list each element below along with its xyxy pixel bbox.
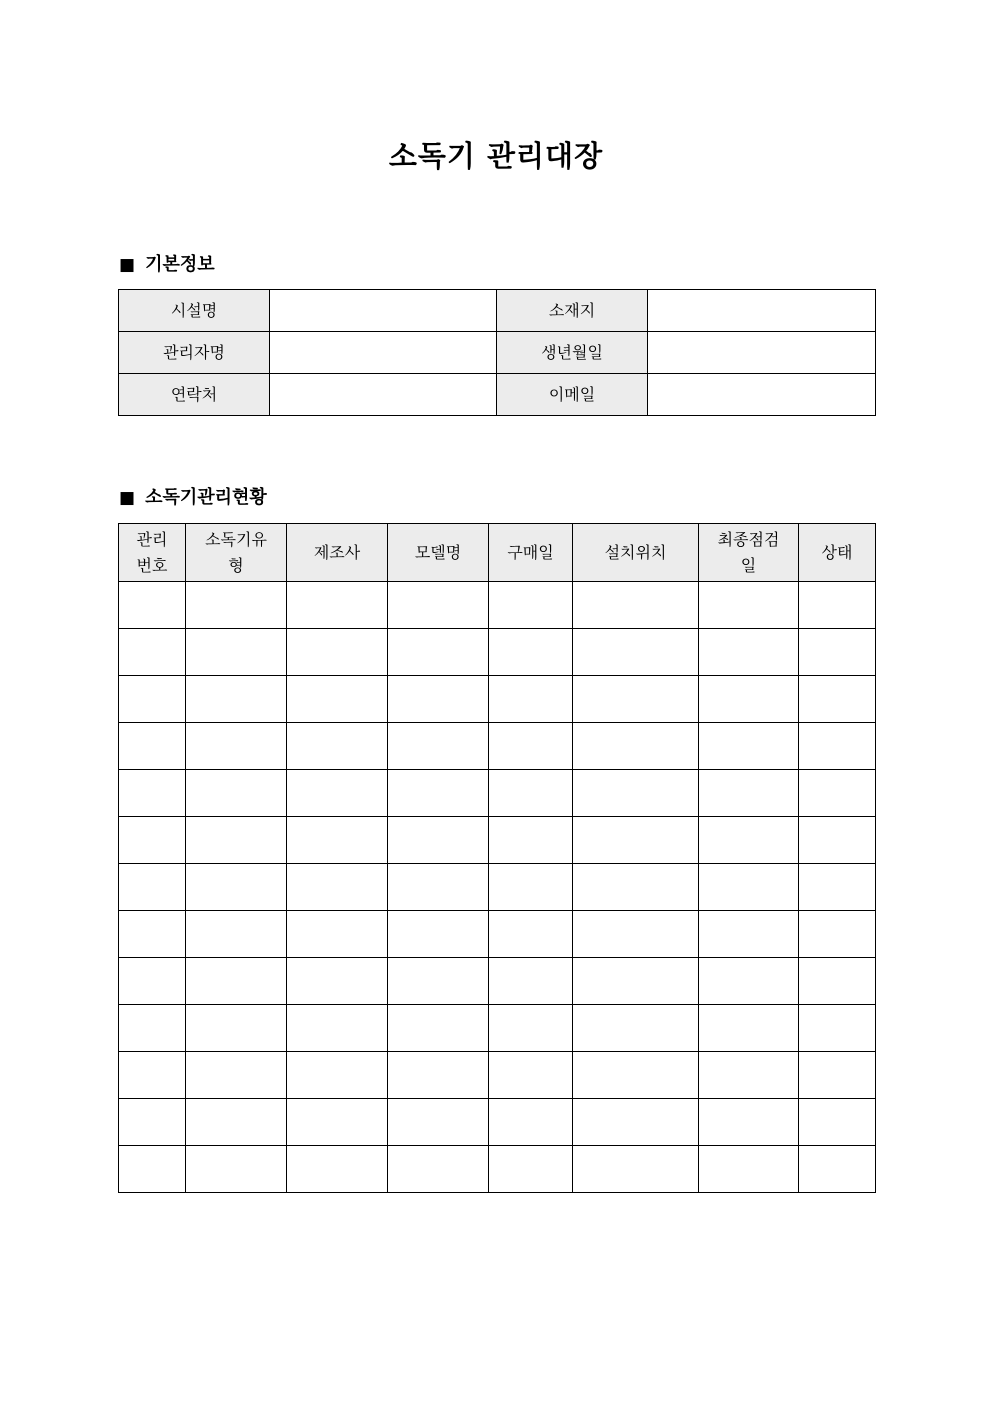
table-row	[119, 676, 876, 723]
table-cell[interactable]	[186, 1099, 287, 1146]
table-cell[interactable]	[186, 958, 287, 1005]
table-cell[interactable]	[287, 911, 388, 958]
disinfector-status-table	[118, 523, 876, 1193]
table-cell[interactable]	[388, 817, 489, 864]
table-cell[interactable]	[489, 629, 573, 676]
table-cell[interactable]	[573, 629, 699, 676]
column-header-mgmt-number	[119, 524, 186, 582]
table-cell[interactable]	[287, 1099, 388, 1146]
table-cell[interactable]	[119, 582, 186, 629]
table-row	[119, 911, 876, 958]
column-header-line: 구매일	[507, 542, 554, 562]
basic-info-heading	[119, 253, 215, 277]
table-cell[interactable]	[119, 1099, 186, 1146]
table-cell[interactable]	[119, 958, 186, 1005]
column-header-status	[799, 524, 876, 582]
table-row	[119, 1005, 876, 1052]
table-cell[interactable]	[388, 958, 489, 1005]
table-cell[interactable]	[287, 1052, 388, 1099]
square-bullet-icon: ■	[119, 255, 136, 275]
email-label: 이메일	[497, 374, 648, 416]
email-field[interactable]	[648, 374, 876, 416]
table-row	[119, 290, 876, 332]
table-cell[interactable]	[573, 676, 699, 723]
table-cell[interactable]	[186, 1146, 287, 1193]
column-header-install-location	[573, 524, 699, 582]
table-cell[interactable]	[799, 864, 876, 911]
table-cell[interactable]	[573, 1146, 699, 1193]
column-header-line: 모델명	[414, 542, 462, 562]
table-cell[interactable]	[573, 1005, 699, 1052]
birth-date-field[interactable]	[648, 332, 876, 374]
table-cell[interactable]	[489, 676, 573, 723]
column-header-line: 관리	[136, 529, 168, 549]
table-body	[119, 582, 876, 1193]
table-row	[119, 864, 876, 911]
table-cell[interactable]	[699, 864, 799, 911]
column-header-line: 상태	[821, 542, 853, 562]
table-cell[interactable]	[489, 1052, 573, 1099]
table-cell[interactable]	[699, 723, 799, 770]
table-cell[interactable]	[186, 723, 287, 770]
table-cell[interactable]	[186, 629, 287, 676]
table-cell[interactable]	[699, 770, 799, 817]
table-cell[interactable]	[699, 1052, 799, 1099]
table-cell[interactable]	[573, 770, 699, 817]
table-cell[interactable]	[699, 629, 799, 676]
table-cell[interactable]	[573, 582, 699, 629]
table-cell[interactable]	[388, 629, 489, 676]
facility-name-field[interactable]	[270, 290, 497, 332]
table-row	[119, 1099, 876, 1146]
table-cell[interactable]	[489, 864, 573, 911]
table-cell[interactable]	[489, 1099, 573, 1146]
table-cell[interactable]	[489, 1146, 573, 1193]
basic-info-heading-text: 기본정보	[145, 254, 215, 275]
birth-date-label: 생년월일	[497, 332, 648, 374]
table-cell[interactable]	[119, 770, 186, 817]
column-header-line: 소독기유	[205, 529, 267, 549]
table-cell[interactable]	[699, 582, 799, 629]
table-cell[interactable]	[573, 817, 699, 864]
table-cell[interactable]	[573, 911, 699, 958]
table-cell[interactable]	[489, 582, 573, 629]
table-cell[interactable]	[119, 676, 186, 723]
table-cell[interactable]	[287, 817, 388, 864]
table-cell[interactable]	[119, 1005, 186, 1052]
table-cell[interactable]	[799, 723, 876, 770]
column-header-disinfector-type	[186, 524, 287, 582]
square-bullet-icon: ■	[119, 488, 136, 508]
location-label: 소재지	[497, 290, 648, 332]
table-row	[119, 1052, 876, 1099]
table-cell[interactable]	[489, 817, 573, 864]
table-cell[interactable]	[287, 582, 388, 629]
table-cell[interactable]	[119, 1052, 186, 1099]
table-cell[interactable]	[799, 1099, 876, 1146]
column-header-model-name	[388, 524, 489, 582]
table-cell[interactable]	[287, 958, 388, 1005]
table-cell[interactable]	[799, 1146, 876, 1193]
table-cell[interactable]	[573, 1099, 699, 1146]
manager-name-label: 관리자명	[119, 332, 270, 374]
basic-info-table	[118, 289, 876, 416]
table-cell[interactable]	[699, 1005, 799, 1052]
table-cell[interactable]	[573, 1052, 699, 1099]
table-cell[interactable]	[119, 723, 186, 770]
column-header-purchase-date	[489, 524, 573, 582]
location-field[interactable]	[648, 290, 876, 332]
table-cell[interactable]	[799, 1005, 876, 1052]
column-header-line: 제조사	[313, 542, 361, 562]
table-cell[interactable]	[388, 1005, 489, 1052]
table-cell[interactable]	[388, 1052, 489, 1099]
table-cell[interactable]	[388, 770, 489, 817]
table-cell[interactable]	[287, 629, 388, 676]
table-cell[interactable]	[699, 676, 799, 723]
table-row	[119, 817, 876, 864]
table-header-row	[119, 524, 876, 582]
column-header-line: 최종점검	[717, 529, 780, 549]
contact-label: 연락처	[119, 374, 270, 416]
table-cell[interactable]	[287, 723, 388, 770]
table-cell[interactable]	[799, 629, 876, 676]
table-cell[interactable]	[388, 911, 489, 958]
column-header-line: 번호	[136, 555, 168, 575]
table-cell[interactable]	[388, 723, 489, 770]
column-header-line: 설치위치	[604, 542, 667, 562]
table-cell[interactable]	[287, 864, 388, 911]
table-cell[interactable]	[799, 958, 876, 1005]
table-cell[interactable]	[799, 770, 876, 817]
table-cell[interactable]	[119, 629, 186, 676]
table-cell[interactable]	[119, 911, 186, 958]
page-title: 소독기 관리대장	[388, 139, 604, 173]
table-cell[interactable]	[287, 1146, 388, 1193]
table-cell[interactable]	[799, 582, 876, 629]
table-cell[interactable]	[119, 1146, 186, 1193]
table-cell[interactable]	[388, 1146, 489, 1193]
table-cell[interactable]	[186, 582, 287, 629]
table-cell[interactable]	[799, 911, 876, 958]
table-cell[interactable]	[186, 911, 287, 958]
table-cell[interactable]	[489, 770, 573, 817]
table-row	[119, 723, 876, 770]
table-cell[interactable]	[799, 817, 876, 864]
table-cell[interactable]	[186, 1005, 287, 1052]
status-heading	[119, 486, 267, 510]
table-cell[interactable]	[573, 723, 699, 770]
contact-field[interactable]	[270, 374, 497, 416]
manager-name-field[interactable]	[270, 332, 497, 374]
table-cell[interactable]	[699, 1099, 799, 1146]
table-cell[interactable]	[799, 676, 876, 723]
table-cell[interactable]	[186, 770, 287, 817]
table-cell[interactable]	[186, 817, 287, 864]
table-cell[interactable]	[489, 911, 573, 958]
facility-name-label: 시설명	[119, 290, 270, 332]
table-cell[interactable]	[699, 817, 799, 864]
table-cell[interactable]	[287, 676, 388, 723]
table-cell[interactable]	[699, 958, 799, 1005]
column-header-last-inspection-date	[699, 524, 799, 582]
table-cell[interactable]	[119, 817, 186, 864]
table-cell[interactable]	[186, 1052, 287, 1099]
table-cell[interactable]	[388, 676, 489, 723]
table-cell[interactable]	[119, 864, 186, 911]
table-cell[interactable]	[489, 958, 573, 1005]
table-cell[interactable]	[699, 1146, 799, 1193]
column-header-manufacturer	[287, 524, 388, 582]
table-cell[interactable]	[388, 1099, 489, 1146]
table-cell[interactable]	[287, 770, 388, 817]
table-row	[119, 374, 876, 416]
table-cell[interactable]	[186, 864, 287, 911]
table-row	[119, 332, 876, 374]
table-cell[interactable]	[799, 1052, 876, 1099]
table-row	[119, 582, 876, 629]
table-cell[interactable]	[489, 1005, 573, 1052]
table-row	[119, 629, 876, 676]
table-cell[interactable]	[699, 911, 799, 958]
column-header-line: 일	[740, 555, 757, 575]
table-row	[119, 770, 876, 817]
table-cell[interactable]	[287, 1005, 388, 1052]
table-row	[119, 958, 876, 1005]
table-cell[interactable]	[573, 864, 699, 911]
table-cell[interactable]	[573, 958, 699, 1005]
status-heading-text: 소독기관리현황	[145, 487, 267, 508]
table-cell[interactable]	[186, 676, 287, 723]
table-cell[interactable]	[388, 864, 489, 911]
column-header-line: 형	[228, 555, 244, 575]
table-cell[interactable]	[388, 582, 489, 629]
table-cell[interactable]	[489, 723, 573, 770]
table-row	[119, 1146, 876, 1193]
